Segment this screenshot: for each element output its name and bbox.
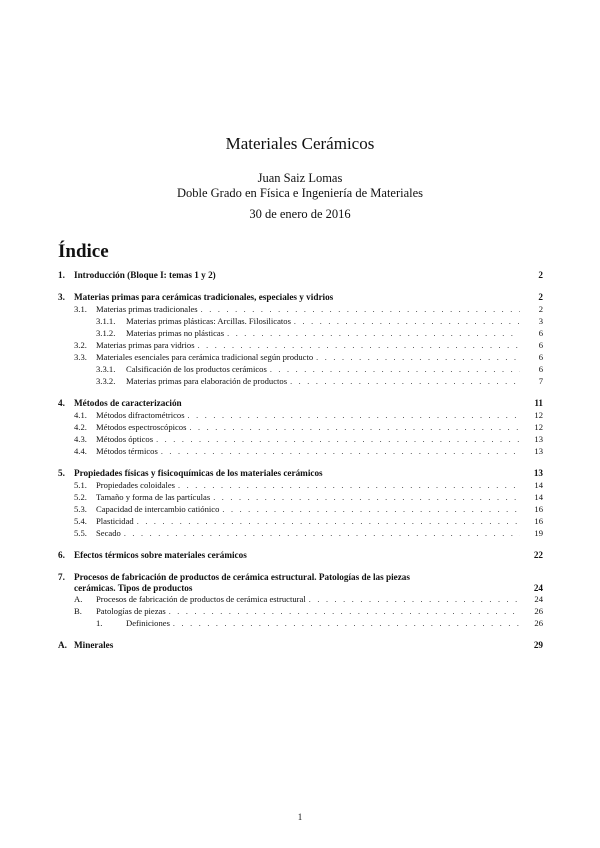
toc-label: Secado	[96, 528, 121, 538]
toc-label: Propiedades coloidales	[96, 480, 175, 490]
document-date: 30 de enero de 2016	[249, 207, 351, 221]
document-title: Materiales Cerámicos	[225, 134, 375, 153]
toc-leader-dots	[294, 317, 520, 326]
toc-number: 3.2.	[74, 340, 87, 350]
toc-label-line2: cerámicas. Tipos de productos	[74, 583, 193, 593]
toc-label: Métodos ópticos	[96, 434, 154, 444]
toc-subsection[interactable]	[58, 504, 543, 516]
toc-section[interactable]	[58, 468, 543, 480]
toc-section[interactable]	[58, 292, 543, 304]
toc-subsection[interactable]	[58, 606, 543, 618]
toc-label: Materias primas para elaboración de productos	[126, 376, 288, 386]
toc-page: 13	[534, 446, 543, 456]
toc-leader-dots	[270, 365, 520, 374]
toc-leader-dots	[189, 423, 520, 432]
toc-number: 4.2.	[74, 422, 87, 432]
toc-subsection[interactable]	[58, 410, 543, 422]
toc-label: Materias primas para vidrios	[96, 340, 195, 350]
toc-leader-dots	[137, 517, 520, 526]
toc-page: 22	[533, 550, 543, 560]
toc-number: 5.2.	[74, 492, 87, 502]
toc-label: Métodos de caracterización	[74, 398, 182, 408]
toc-page: 6	[538, 352, 543, 362]
toc-page: 3	[538, 316, 543, 326]
toc-heading: Índice	[58, 241, 109, 262]
toc-number: 3.1.2.	[96, 328, 116, 338]
toc-leader-dots	[201, 305, 520, 314]
toc-number: 5.	[58, 468, 65, 478]
toc-number: 3.3.	[74, 352, 87, 362]
toc-number: 1.	[96, 618, 103, 628]
toc-page: 16	[534, 516, 543, 526]
toc-label: Métodos térmicos	[96, 446, 158, 456]
toc-number: 4.	[58, 398, 65, 408]
toc-label: Materiales esenciales para cerámica tradicional según producto	[96, 352, 314, 362]
toc-subsection[interactable]	[58, 352, 543, 364]
toc-leader-dots	[124, 529, 520, 538]
toc-leader-dots	[161, 447, 520, 456]
toc-page: 13	[533, 468, 543, 478]
toc-label: Capacidad de intercambio catiónico	[96, 504, 220, 514]
toc-subsection[interactable]	[58, 492, 543, 504]
toc-section[interactable]	[58, 398, 543, 410]
toc-page: 2	[538, 304, 543, 314]
toc-number: 3.	[58, 292, 65, 302]
toc-label: Materias primas plásticas: Arcillas. Filosilicatos	[126, 316, 291, 326]
toc-number: 3.3.1.	[96, 364, 116, 374]
toc-leader-dots	[290, 377, 520, 386]
toc-number: B.	[74, 606, 82, 616]
toc-page: 2	[538, 292, 543, 302]
toc-label: Propiedades físicas y fisicoquímicas de los materiales cerámicos	[74, 468, 323, 478]
toc-page: 19	[534, 528, 543, 538]
toc-subsection[interactable]	[58, 422, 543, 434]
toc-page: 6	[538, 340, 543, 350]
toc-label: Efectos térmicos sobre materiales cerámicos	[74, 550, 247, 560]
toc-subsection[interactable]	[58, 516, 543, 528]
toc-number: A.	[74, 594, 83, 604]
toc-number: 3.1.	[74, 304, 87, 314]
toc-subsection[interactable]	[58, 594, 543, 606]
toc-leader-dots	[169, 607, 520, 616]
toc-label: Patologías de piezas	[96, 606, 166, 616]
toc-label: Materias primas para cerámicas tradicionales, especiales y vidrios	[74, 292, 334, 302]
toc-page: 7	[538, 376, 543, 386]
toc-number: 4.3.	[74, 434, 87, 444]
toc-subsubsection[interactable]	[58, 316, 543, 328]
toc-leader-dots	[213, 493, 520, 502]
toc-leader-dots	[227, 329, 520, 338]
table-of-contents	[58, 270, 543, 652]
toc-subsection[interactable]	[58, 528, 543, 540]
toc-page: 12	[534, 410, 543, 420]
toc-label: Procesos de fabricación de productos de cerámica estructural	[96, 594, 306, 604]
toc-subsection[interactable]	[58, 434, 543, 446]
toc-label: Materias primas no plásticas	[126, 328, 225, 338]
toc-page: 26	[534, 606, 543, 616]
toc-number: 4.1.	[74, 410, 87, 420]
toc-label-line1: Procesos de fabricación de productos de cerámica estructural. Patologías de las piezas	[74, 572, 410, 582]
toc-leader-dots	[178, 481, 520, 490]
toc-number: 6.	[58, 550, 65, 560]
toc-page: 6	[538, 328, 543, 338]
toc-label: Definiciones	[126, 618, 170, 628]
toc-number: 5.4.	[74, 516, 87, 526]
degree-name: Doble Grado en Física e Ingeniería de Materiales	[176, 186, 424, 200]
toc-number: 4.4.	[74, 446, 87, 456]
toc-number: 1.	[58, 270, 65, 280]
toc-subsubsection[interactable]	[58, 328, 543, 340]
toc-section[interactable]	[58, 572, 543, 594]
toc-number: 5.5.	[74, 528, 87, 538]
toc-subsection[interactable]	[58, 340, 543, 352]
toc-leader-dots	[198, 341, 520, 350]
toc-subsection[interactable]	[58, 480, 543, 492]
toc-page: 26	[534, 618, 543, 628]
toc-page: 6	[538, 364, 543, 374]
toc-label: Métodos espectroscópicos	[96, 422, 187, 432]
toc-page: 2	[538, 270, 543, 280]
toc-subsubsection[interactable]	[58, 376, 543, 388]
toc-label: Introducción (Bloque I: temas 1 y 2)	[74, 270, 216, 280]
toc-page: 24	[534, 594, 543, 604]
toc-subsection[interactable]	[58, 304, 543, 316]
page-number: 1	[297, 812, 303, 822]
toc-section[interactable]	[58, 270, 543, 282]
toc-appendix[interactable]	[58, 640, 543, 652]
toc-number: 3.3.2.	[96, 376, 116, 386]
toc-leader-dots	[309, 595, 520, 604]
toc-number: A.	[58, 640, 67, 650]
toc-section[interactable]	[58, 550, 543, 562]
toc-label: Métodos difractométricos	[96, 410, 185, 420]
toc-subsection[interactable]	[58, 446, 543, 458]
toc-page: 29	[533, 640, 543, 650]
toc-page: 14	[534, 480, 543, 490]
toc-label: Minerales	[74, 640, 114, 650]
toc-leader-dots	[316, 353, 520, 362]
toc-page: 11	[534, 398, 543, 408]
toc-label: Materias primas tradicionales	[96, 304, 198, 314]
toc-leader-dots	[156, 435, 520, 444]
toc-page: 24	[533, 583, 543, 593]
toc-label: Tamaño y forma de las partículas	[96, 492, 211, 502]
toc-subsubsection[interactable]	[58, 618, 543, 630]
toc-label: Plasticidad	[96, 516, 134, 526]
toc-page: 14	[534, 492, 543, 502]
author-name: Juan Saiz Lomas	[257, 171, 343, 185]
toc-label: Calsificación de los productos cerámicos	[126, 364, 267, 374]
toc-subsubsection[interactable]	[58, 364, 543, 376]
toc-page: 13	[534, 434, 543, 444]
toc-number: 5.3.	[74, 504, 87, 514]
toc-leader-dots	[188, 411, 520, 420]
toc-leader-dots	[222, 505, 520, 514]
toc-number: 7.	[58, 572, 65, 582]
toc-leader-dots	[173, 619, 520, 628]
toc-page: 16	[534, 504, 543, 514]
toc-number: 3.1.1.	[96, 316, 116, 326]
toc-page: 12	[534, 422, 543, 432]
toc-number: 5.1.	[74, 480, 87, 490]
